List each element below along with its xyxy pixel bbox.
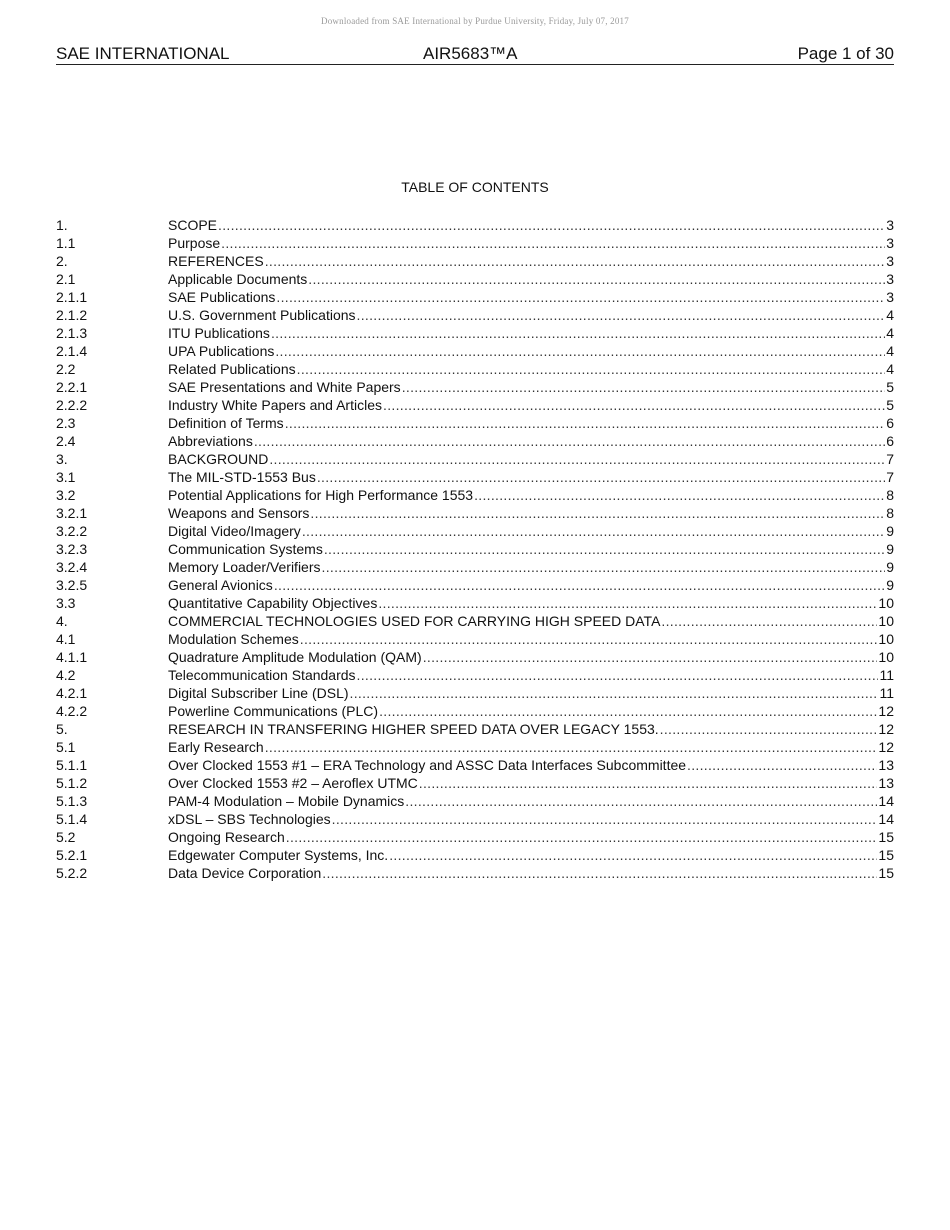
toc-page-number: 7 (886, 469, 894, 485)
toc-section-title: U.S. Government Publications (168, 307, 356, 323)
toc-page-number: 3 (886, 253, 894, 269)
toc-entry[interactable] (56, 324, 894, 342)
toc-dot-leader (300, 630, 878, 648)
toc-section-title: Quantitative Capability Objectives (168, 595, 378, 611)
toc-section-title: Related Publications (168, 361, 296, 377)
toc-section-number: 5.1.1 (56, 757, 88, 773)
toc-page-number: 4 (886, 307, 894, 323)
toc-dot-leader (378, 594, 877, 612)
toc-dot-leader (402, 378, 886, 396)
toc-page-number: 3 (886, 289, 894, 305)
toc-section-number: 4.2.2 (56, 703, 88, 719)
toc-entry-line (168, 774, 894, 792)
toc-entry-line (168, 666, 894, 684)
toc-page-number: 5 (886, 397, 894, 413)
toc-entry[interactable] (56, 702, 894, 720)
toc-entry[interactable] (56, 612, 894, 630)
toc-entry[interactable] (56, 630, 894, 648)
toc-dot-leader (276, 288, 885, 306)
toc-entry[interactable] (56, 576, 894, 594)
toc-entry-line (168, 558, 894, 576)
toc-entry[interactable] (56, 252, 894, 270)
toc-dot-leader (405, 792, 877, 810)
toc-page-number: 10 (878, 595, 894, 611)
toc-entry[interactable] (56, 450, 894, 468)
toc-entry-line (168, 756, 894, 774)
toc-entry[interactable] (56, 648, 894, 666)
toc-section-title: Over Clocked 1553 #1 – ERA Technology and ASSC Data Interfaces Subcommittee (168, 757, 687, 773)
toc-dot-leader (265, 738, 878, 756)
toc-page-number: 3 (886, 271, 894, 287)
toc-dot-leader (389, 846, 877, 864)
toc-dot-leader (419, 774, 878, 792)
toc-section-number: 2.1 (56, 271, 76, 287)
toc-entry-line (168, 396, 894, 414)
toc-page-number: 8 (886, 505, 894, 521)
toc-section-title: General Avionics (168, 577, 273, 593)
toc-section-number: 2.1.3 (56, 325, 88, 341)
toc-section-number: 3.2.4 (56, 559, 88, 575)
toc-dot-leader (660, 720, 878, 738)
toc-section-title: PAM-4 Modulation – Mobile Dynamics (168, 793, 405, 809)
toc-title: TABLE OF CONTENTS (401, 179, 549, 195)
toc-section-title: Digital Video/Imagery (168, 523, 301, 539)
toc-entry-line (168, 414, 894, 432)
toc-entry[interactable] (56, 468, 894, 486)
toc-entry-line (168, 270, 894, 288)
toc-entry-line (168, 252, 894, 270)
toc-entry[interactable] (56, 342, 894, 360)
toc-section-number: 3.2.2 (56, 523, 88, 539)
toc-page-number: 14 (878, 811, 894, 827)
toc-section-title: Abbreviations (168, 433, 253, 449)
toc-page-number: 9 (886, 523, 894, 539)
toc-page-number: 5 (886, 379, 894, 395)
toc-dot-leader (324, 540, 885, 558)
toc-section-number: 2.4 (56, 433, 76, 449)
toc-page-number: 8 (886, 487, 894, 503)
toc-entry-line (168, 684, 894, 702)
toc-page-number: 11 (879, 667, 894, 683)
toc-entry-line (168, 342, 894, 360)
toc-section-title: Memory Loader/Verifiers (168, 559, 321, 575)
toc-page-number: 9 (886, 559, 894, 575)
toc-section-number: 2.3 (56, 415, 76, 431)
toc-entry-line (168, 504, 894, 522)
toc-page-number: 13 (878, 757, 894, 773)
toc-entry[interactable] (56, 666, 894, 684)
toc-entry-line (168, 540, 894, 558)
toc-section-title: xDSL – SBS Technologies (168, 811, 331, 827)
toc-entry[interactable] (56, 774, 894, 792)
toc-entry-line (168, 468, 894, 486)
toc-dot-leader (357, 666, 879, 684)
toc-page-number: 15 (878, 829, 894, 845)
toc-section-title: SCOPE (168, 217, 218, 233)
toc-page-number: 12 (878, 703, 894, 719)
toc-dot-leader (687, 756, 877, 774)
toc-dot-leader (379, 702, 877, 720)
toc-entry[interactable] (56, 684, 894, 702)
toc-entry[interactable] (56, 792, 894, 810)
toc-entry-line (168, 288, 894, 306)
toc-section-number: 1.1 (56, 235, 76, 251)
toc-section-title: REFERENCES (168, 253, 264, 269)
toc-entry-line (168, 576, 894, 594)
toc-entry-line (168, 648, 894, 666)
toc-section-title: SAE Presentations and White Papers (168, 379, 401, 395)
toc-entry[interactable] (56, 540, 894, 558)
toc-section-title: Over Clocked 1553 #2 – Aeroflex UTMC (168, 775, 418, 791)
toc-entry-line (168, 450, 894, 468)
toc-dot-leader (302, 522, 885, 540)
toc-section-number: 2.1.2 (56, 307, 88, 323)
toc-entry-line (168, 810, 894, 828)
toc-entry[interactable] (56, 414, 894, 432)
toc-section-title: Edgewater Computer Systems, Inc. (168, 847, 389, 863)
header-organization: SAE INTERNATIONAL (56, 44, 230, 63)
header-document-number: AIR5683™A (423, 44, 518, 63)
toc-dot-leader (332, 810, 878, 828)
download-watermark: Downloaded from SAE International by Purdue University, Friday, July 07, 2017 (321, 16, 629, 26)
toc-entry[interactable] (56, 846, 894, 864)
toc-section-number: 3. (56, 451, 68, 467)
toc-section-title: UPA Publications (168, 343, 275, 359)
toc-dot-leader (269, 450, 885, 468)
toc-entry-line (168, 324, 894, 342)
toc-dot-leader (265, 252, 886, 270)
toc-page-number: 3 (886, 217, 894, 233)
toc-page-number: 12 (878, 721, 894, 737)
toc-section-title: ITU Publications (168, 325, 270, 341)
toc-section-title: Communication Systems (168, 541, 323, 557)
toc-entry[interactable] (56, 720, 894, 738)
toc-section-number: 5.2 (56, 829, 76, 845)
toc-entry[interactable] (56, 738, 894, 756)
toc-page-number: 7 (886, 451, 894, 467)
toc-entry[interactable] (56, 360, 894, 378)
toc-section-title: Data Device Corporation (168, 865, 322, 881)
toc-entry-line (168, 630, 894, 648)
toc-section-number: 3.2 (56, 487, 76, 503)
toc-entry[interactable] (56, 828, 894, 846)
toc-section-number: 4. (56, 613, 68, 629)
toc-section-number: 5.1.3 (56, 793, 88, 809)
toc-entry-line (168, 522, 894, 540)
toc-dot-leader (383, 396, 885, 414)
toc-entry-line (168, 612, 894, 630)
toc-dot-leader (271, 324, 885, 342)
toc-section-title: COMMERCIAL TECHNOLOGIES USED FOR CARRYING HIGH SPEED DATA (168, 613, 661, 629)
toc-dot-leader (285, 414, 886, 432)
toc-entry-line (168, 738, 894, 756)
table-of-contents (56, 216, 894, 882)
toc-entry-line (168, 486, 894, 504)
toc-entry[interactable] (56, 594, 894, 612)
toc-entry[interactable] (56, 432, 894, 450)
toc-section-number: 4.1.1 (56, 649, 88, 665)
header-page-number: Page 1 of 30 (797, 44, 894, 63)
toc-section-number: 2.1.4 (56, 343, 88, 359)
toc-dot-leader (297, 360, 886, 378)
toc-entry-line (168, 378, 894, 396)
toc-section-number: 2.1.1 (56, 289, 88, 305)
toc-section-title: Modulation Schemes (168, 631, 299, 647)
toc-page-number: 14 (878, 793, 894, 809)
toc-entry-line (168, 216, 894, 234)
toc-page-number: 9 (886, 541, 894, 557)
toc-section-title: Purpose (168, 235, 221, 251)
toc-section-title: Weapons and Sensors (168, 505, 310, 521)
toc-section-number: 5.2.2 (56, 865, 88, 881)
toc-page-number: 13 (878, 775, 894, 791)
toc-page-number: 15 (878, 865, 894, 881)
page-header (56, 44, 894, 65)
toc-entry-line (168, 864, 894, 882)
toc-section-title: Telecommunication Standards (168, 667, 356, 683)
toc-entry[interactable] (56, 522, 894, 540)
toc-page-number: 10 (878, 613, 894, 629)
toc-page-number: 10 (878, 631, 894, 647)
toc-dot-leader (317, 468, 885, 486)
toc-page-number: 4 (886, 325, 894, 341)
toc-section-title: Digital Subscriber Line (DSL) (168, 685, 349, 701)
toc-section-title: Industry White Papers and Articles (168, 397, 382, 413)
toc-section-title: Definition of Terms (168, 415, 284, 431)
toc-entry[interactable] (56, 810, 894, 828)
toc-entry[interactable] (56, 396, 894, 414)
toc-entry-line (168, 234, 894, 252)
toc-entry-line (168, 360, 894, 378)
toc-dot-leader (322, 864, 877, 882)
toc-section-number: 4.1 (56, 631, 76, 647)
toc-dot-leader (254, 432, 885, 450)
toc-entry[interactable] (56, 756, 894, 774)
toc-section-number: 4.2 (56, 667, 76, 683)
toc-section-title: SAE Publications (168, 289, 276, 305)
toc-page-number: 12 (878, 739, 894, 755)
toc-page-number: 9 (886, 577, 894, 593)
toc-dot-leader (474, 486, 885, 504)
toc-section-number: 5.1.4 (56, 811, 88, 827)
toc-entry[interactable] (56, 558, 894, 576)
toc-page-number: 15 (878, 847, 894, 863)
toc-dot-leader (310, 504, 885, 522)
toc-dot-leader (357, 306, 886, 324)
toc-dot-leader (286, 828, 878, 846)
toc-page-number: 4 (886, 343, 894, 359)
toc-section-number: 1. (56, 217, 68, 233)
toc-page-number: 6 (886, 415, 894, 431)
toc-section-number: 5.1 (56, 739, 76, 755)
toc-entry[interactable] (56, 306, 894, 324)
toc-section-number: 3.2.3 (56, 541, 88, 557)
toc-section-number: 5.2.1 (56, 847, 88, 863)
toc-entry[interactable] (56, 486, 894, 504)
toc-dot-leader (423, 648, 878, 666)
toc-dot-leader (661, 612, 877, 630)
toc-section-title: BACKGROUND (168, 451, 269, 467)
toc-section-title: Potential Applications for High Performance 1553 (168, 487, 474, 503)
toc-page-number: 4 (886, 361, 894, 377)
toc-section-number: 5.1.2 (56, 775, 88, 791)
toc-page-number: 10 (878, 649, 894, 665)
toc-section-number: 3.2.1 (56, 505, 88, 521)
toc-section-number: 2.2.1 (56, 379, 88, 395)
toc-section-number: 3.1 (56, 469, 76, 485)
toc-entry[interactable] (56, 216, 894, 234)
toc-dot-leader (275, 342, 885, 360)
toc-entry[interactable] (56, 504, 894, 522)
toc-page-number: 3 (886, 235, 894, 251)
toc-entry-line (168, 720, 894, 738)
toc-entry-line (168, 432, 894, 450)
toc-section-number: 2. (56, 253, 68, 269)
toc-section-number: 3.3 (56, 595, 76, 611)
toc-entry-line (168, 792, 894, 810)
toc-dot-leader (221, 234, 885, 252)
toc-dot-leader (350, 684, 879, 702)
toc-section-title: Early Research (168, 739, 264, 755)
toc-section-title: Applicable Documents (168, 271, 308, 287)
toc-section-number: 2.2 (56, 361, 76, 377)
toc-dot-leader (218, 216, 885, 234)
toc-dot-leader (322, 558, 886, 576)
toc-section-title: Ongoing Research (168, 829, 285, 845)
toc-entry-line (168, 846, 894, 864)
toc-entry[interactable] (56, 864, 894, 882)
toc-entry-line (168, 594, 894, 612)
toc-entry[interactable] (56, 378, 894, 396)
toc-dot-leader (274, 576, 885, 594)
toc-page-number: 6 (886, 433, 894, 449)
toc-entry[interactable] (56, 270, 894, 288)
toc-section-title: RESEARCH IN TRANSFERING HIGHER SPEED DATA OVER LEGACY 1553. (168, 721, 659, 737)
toc-section-title: The MIL-STD-1553 Bus (168, 469, 316, 485)
toc-section-number: 3.2.5 (56, 577, 88, 593)
toc-section-number: 5. (56, 721, 68, 737)
toc-entry-line (168, 702, 894, 720)
toc-page-number: 11 (879, 685, 894, 701)
toc-section-number: 4.2.1 (56, 685, 88, 701)
toc-section-title: Powerline Communications (PLC) (168, 703, 379, 719)
toc-entry[interactable] (56, 234, 894, 252)
toc-entry-line (168, 306, 894, 324)
toc-section-title: Quadrature Amplitude Modulation (QAM) (168, 649, 422, 665)
toc-section-number: 2.2.2 (56, 397, 88, 413)
toc-dot-leader (308, 270, 885, 288)
toc-entry[interactable] (56, 288, 894, 306)
toc-entry-line (168, 828, 894, 846)
